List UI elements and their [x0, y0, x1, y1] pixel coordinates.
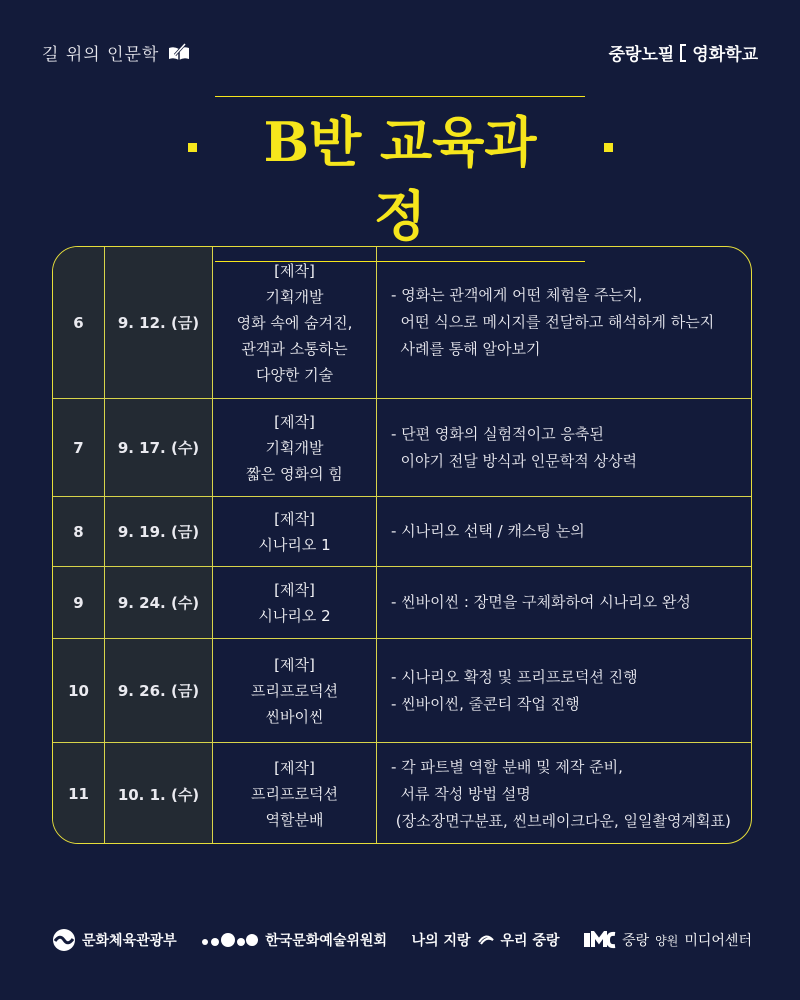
session-subject: [213, 497, 377, 566]
description-line: 어떤 식으로 메시지를 전달하고 해석하게 하는지: [391, 313, 715, 331]
schedule-table: [52, 246, 752, 844]
description-line: - 시나리오 선택 / 캐스팅 논의: [391, 522, 585, 540]
logo-arko: [201, 930, 387, 950]
session-number: 7: [53, 399, 105, 496]
session-date: 9. 17. (수): [105, 399, 213, 496]
description-line: 사례를 통해 알아보기: [391, 340, 541, 358]
subject-line: 기획개발: [265, 287, 324, 306]
description-line: - 단편 영화의 실험적이고 응축된: [391, 424, 604, 443]
page-title: B반 교육과정: [215, 96, 585, 262]
session-number: 11: [53, 743, 105, 844]
description-line: - 영화는 관객에게 어떤 체험을 주는지,: [391, 286, 643, 304]
bracket-icon: [678, 43, 688, 63]
logo4c-text: 미디어센터: [684, 933, 752, 949]
taegeuk-icon: [52, 928, 76, 952]
description-line: (장소장면구분표, 씬브레이크다운, 일일촬영계획표): [391, 811, 731, 830]
session-description: [377, 497, 751, 566]
title-area: [0, 96, 800, 262]
session-date: 10. 1. (수): [105, 743, 213, 844]
description-line: 서류 작성 방법 설명: [391, 784, 531, 803]
jmc-icon: [584, 931, 616, 949]
session-description: [377, 247, 751, 398]
session-date: 9. 26. (금): [105, 639, 213, 742]
logo1-text: 문화체육관광부: [82, 933, 177, 949]
arko-dots-icon: [201, 930, 259, 950]
session-row: [53, 247, 751, 399]
subject-line: [제작]: [274, 580, 315, 599]
session-number: 6: [53, 247, 105, 398]
session-subject: [213, 567, 377, 638]
swirl-icon: [477, 932, 495, 948]
session-subject: [213, 247, 377, 398]
subject-line: [제작]: [274, 509, 315, 528]
session-row: [53, 567, 751, 639]
session-row: [53, 399, 751, 497]
description-line: 이야기 전달 방식과 인문학적 상상력: [391, 451, 637, 470]
subject-line: 관객과 소통하는: [241, 339, 348, 358]
logo2-text: 한국문화예술위원회: [265, 933, 387, 949]
series-header: [42, 40, 191, 65]
subject-line: 기획개발: [265, 438, 324, 457]
subject-line: [제작]: [274, 759, 315, 777]
session-description: [377, 399, 751, 496]
subject-line: 프리프로덕션: [251, 681, 338, 700]
logo4b-text: 양원: [655, 933, 679, 948]
series-title: 길 위의 인문학: [42, 45, 160, 65]
logo-media-center: [584, 930, 752, 950]
partner-logo: [609, 40, 758, 65]
session-subject: [213, 639, 377, 742]
session-date: 9. 19. (금): [105, 497, 213, 566]
book-pen-icon: [167, 43, 191, 63]
logo-mcst: [52, 928, 177, 952]
session-number: 9: [53, 567, 105, 638]
subject-line: 시나리오 2: [258, 606, 331, 625]
subject-line: [제작]: [274, 412, 315, 431]
subject-line: 씬바이씬: [265, 707, 324, 726]
subject-line: 역할분배: [265, 811, 324, 829]
subject-line: [제작]: [274, 655, 315, 674]
session-subject: [213, 743, 377, 844]
subject-line: [제작]: [274, 261, 315, 280]
session-description: [377, 567, 751, 638]
logo3b-text: 우리 중랑: [500, 933, 560, 949]
subject-line: 영화 속에 숨겨진,: [236, 313, 353, 332]
session-description: [377, 639, 751, 742]
description-line: - 시나리오 확정 및 프리프로덕션 진행: [391, 667, 638, 686]
subject-line: 프리프로덕션: [251, 785, 338, 803]
description-line: - 씬바이씬, 줄콘티 작업 진행: [391, 694, 580, 713]
session-number: 10: [53, 639, 105, 742]
logo3a-text: 나의 지랑: [411, 933, 471, 949]
subject-line: 시나리오 1: [258, 535, 331, 554]
partner-sub: 영화학교: [692, 45, 758, 65]
logo4a-text: 중랑: [622, 933, 650, 949]
session-description: [377, 743, 751, 844]
session-number: 8: [53, 497, 105, 566]
session-date: 9. 12. (금): [105, 247, 213, 398]
logo-jungnang-slogan: [412, 930, 560, 950]
description-line: - 각 파트별 역할 분배 및 제작 준비,: [391, 757, 623, 776]
session-row: [53, 639, 751, 743]
sponsor-footer: [52, 928, 752, 952]
session-subject: [213, 399, 377, 496]
session-date: 9. 24. (수): [105, 567, 213, 638]
subject-line: 다양한 기술: [255, 365, 334, 384]
description-line: - 씬바이씬 : 장면을 구체화하여 시나리오 완성: [391, 593, 691, 611]
session-row: [53, 497, 751, 567]
subject-line: 짧은 영화의 힘: [246, 464, 343, 483]
session-row: [53, 743, 751, 844]
partner-title: 중랑노필: [608, 45, 675, 65]
